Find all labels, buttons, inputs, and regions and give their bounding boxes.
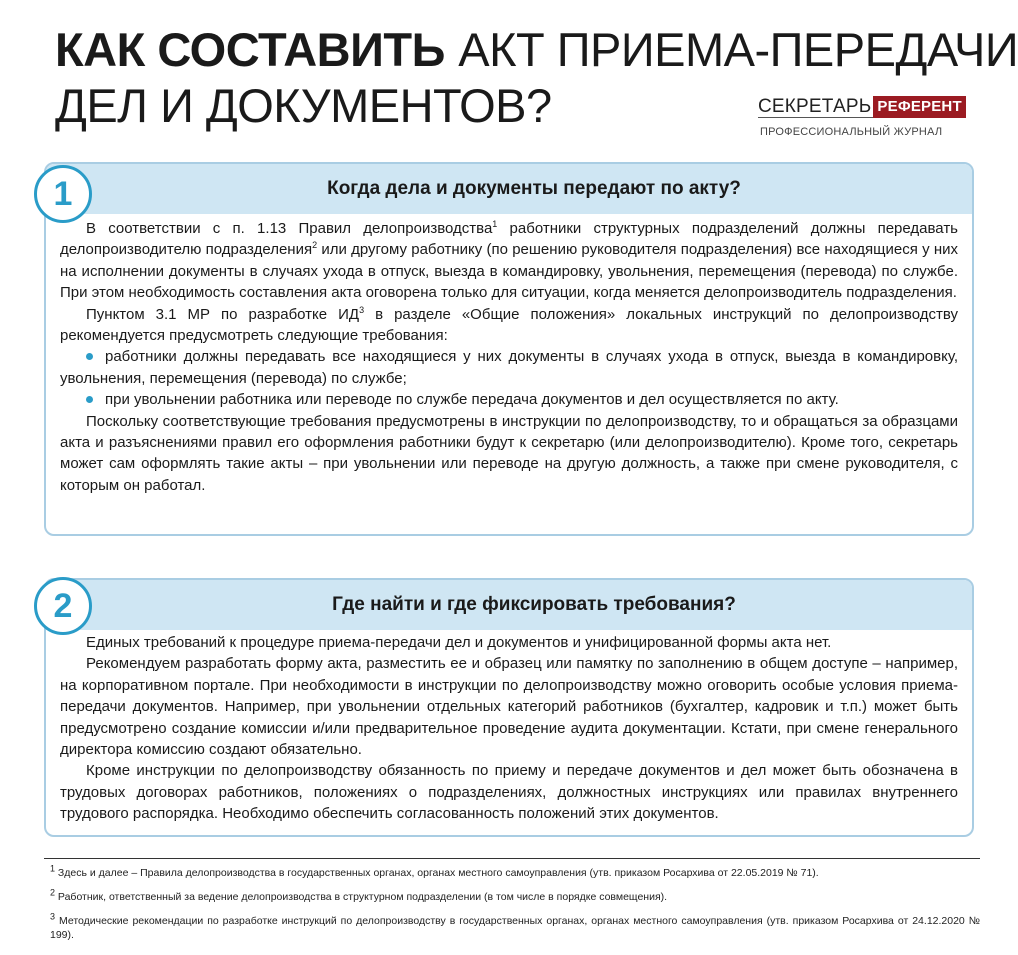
s1b2: при увольнении работника или переводе по службе передача документов и дел осуществляется по акту.: [105, 391, 839, 409]
s1p2b: в разделе «Общие положения» локальных инструкций по делопроизводству рекомендуется предусмотреть следующие требования:: [60, 305, 958, 345]
footnote-3: [50, 911, 980, 942]
footnote-1-text: Здесь и далее – Правила делопроизводства в государственных органах, органах местного самоуправления (утв. приказом Росархива от 22.05.2019 № 71).: [55, 867, 819, 879]
section-1: [44, 162, 974, 536]
section-2-paragraph-1: Единых требований к процедуре приема-передачи дел и документов и унифицированной формы акта нет.: [86, 634, 832, 651]
section-2-heading: Где найти и где фиксировать требования?: [332, 594, 736, 615]
section-1-heading: Когда дела и документы передают по акту?: [327, 178, 741, 199]
footnote-ref-1: 1: [492, 219, 498, 229]
footnote-2-text: Работник, ответственный за ведение делопроизводства в структурном подразделении (в том числе в порядке совмещения).: [55, 891, 668, 903]
logo-subtitle: ПРОФЕССИОНАЛЬНЫЙ ЖУРНАЛ: [760, 126, 943, 138]
footnote-ref-3: 3: [359, 304, 365, 315]
bullet-dot-icon: [86, 353, 93, 360]
journal-logo: [758, 96, 962, 138]
s1b1: работники должны передавать все находящиеся у них документы в случаях ухода в отпуск, выезда в командировку, увольнения, перемещения (перевода) по службе;: [60, 348, 958, 387]
section-2: [44, 578, 974, 837]
section-1-bullet-2: [60, 389, 958, 410]
section-2-body: [60, 632, 958, 825]
title-light-1: АКТ ПРИЕМА-ПЕРЕДАЧИ: [458, 23, 1018, 76]
section-1-body: [60, 218, 958, 496]
section-1-header: [46, 164, 972, 214]
s1p2a: Пунктом 3.1 МР по разработке ИД: [86, 305, 360, 323]
title-line-1: [55, 22, 1018, 78]
footnote-3-text: Методические рекомендации по разработке инструкций по делопроизводству в государственных органах, органах местного самоуправления (утв. приказом Росархива от 24.12.2020 № 199).: [50, 915, 980, 941]
footnote-2-number: 2: [50, 887, 56, 898]
section-1-paragraph-3: Поскольку соответствующие требования предусмотрены в инструкции по делопроизводству, то и обращаться за образцами акта и разъяснениями правил его оформления работники будут к секретарю (или делопроизводителю). Кроме того, секретарь может сам оформлять такие акты – при увольнении или переводе на другую должность, а также при смене руководителя, с которым он работал.: [60, 412, 958, 494]
section-1-paragraph-2: [60, 304, 958, 347]
title-bold: КАК СОСТАВИТЬ: [55, 23, 445, 76]
title-light-2: ДЕЛ И ДОКУМЕНТОВ?: [55, 79, 552, 132]
s1p1a: В соответствии с п. 1.13 Правил делопроизводства: [86, 220, 493, 237]
section-2-paragraph-2: Рекомендуем разработать форму акта, разместить ее и образец или памятку по заполнению в общем доступе – например, на корпоративном портале. При необходимости в инструкции по делопроизводству можно оговорить особые условия приема-передачи документов. Например, при увольнении отдельных категорий работников (бухгалтер, кадровик и т.п.) может быть предусмотрено создание комиссии и/или предварительное проведение аудита документации. Кстати, при смене генерального директора комиссию создают обязательно.: [60, 655, 958, 759]
section-1-number: 1: [34, 165, 92, 223]
footnote-divider: [44, 858, 980, 859]
s1p1c: или другому работнику (по решению руководителя подразделения) все находящиеся у них на исполнении документы в случаях ухода в отпуск, выезда в командировку, увольнения, перемещения (перевода) по службе. При этом необходимость составления акта оговорена только для ситуации, когда меняется делопроизводитель подразделения.: [60, 241, 958, 302]
section-2-paragraph-3: Кроме инструкции по делопроизводству обязанность по приему и передаче документов и дел может быть обозначена в трудовых договорах работников, положениях о подразделениях, должностных инструкциях или правилах внутреннего трудового распорядка. Необходимо обеспечить согласованность положений этих документов.: [60, 762, 958, 823]
logo-right-text: РЕФЕРЕНТ: [873, 96, 965, 118]
footnote-1: [50, 863, 980, 880]
logo-row: [758, 96, 962, 118]
section-1-bullet-1: [60, 346, 958, 389]
footnote-3-number: 3: [50, 911, 56, 922]
footnote-ref-2: 2: [312, 240, 318, 251]
s1p1b: работники структурных подразделений должны передавать делопроизводителю подразделения: [60, 220, 958, 259]
footnotes: [50, 863, 980, 952]
section-2-number: 2: [34, 577, 92, 635]
logo-left-text: СЕКРЕТАРЬ: [758, 96, 872, 117]
bullet-dot-icon: [86, 396, 93, 403]
footnote-1-number: 1: [50, 863, 56, 874]
footnote-2: [50, 887, 980, 904]
section-2-header: [46, 580, 972, 630]
section-1-paragraph-1: [60, 218, 958, 304]
